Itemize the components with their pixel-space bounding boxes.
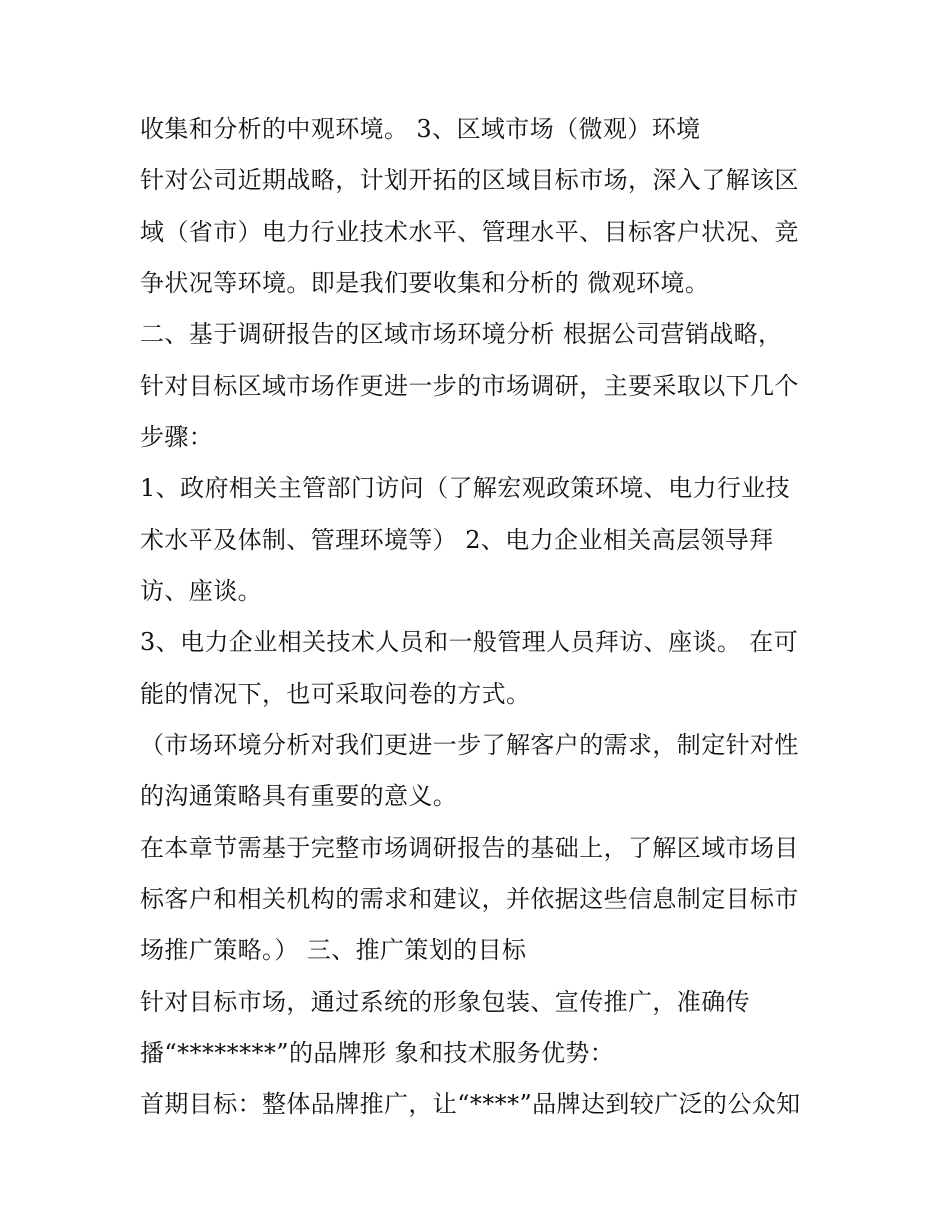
text-line: 的沟通策略具有重要的意义。: [140, 782, 458, 810]
text-line: 针对目标市场，通过系统的形象包装、宣传推广，准确传: [140, 988, 750, 1016]
text-line: 能的情况下，也可采取问卷的方式。: [140, 680, 531, 708]
text-line: 争状况等环境。即是我们要收集和分析的 微观环境。: [140, 269, 710, 297]
text-line: 收集和分析的中观环境。 3、区域市场（微观）环境: [140, 115, 701, 143]
text-line: 针对目标区域市场作更进一步的市场调研，主要采取以下几个: [140, 372, 799, 400]
text-line: 二、基于调研报告的区域市场环境分析 根据公司营销战略，: [140, 320, 783, 348]
text-line: 播“********”的品牌形 象和技术服务优势：: [140, 1039, 615, 1067]
text-line: 1、政府相关主管部门访问（了解宏观政策环境、电力行业技: [140, 474, 791, 502]
text-line: 针对公司近期战略，计划开拓的区域目标市场，深入了解该区: [140, 166, 799, 194]
text-line: 场推广策略。） 三、推广策划的目标: [140, 936, 527, 964]
text-line: 术水平及体制、管理环境等） 2、电力企业相关高层领导拜: [140, 526, 774, 554]
text-line: 步骤：: [140, 423, 214, 451]
text-line: 在本章节需基于完整市场调研报告的基础上，了解区域市场目: [140, 834, 799, 862]
text-line: （市场环境分析对我们更进一步了解客户的需求，制定针对性: [140, 731, 799, 759]
text-line: 访、座谈。: [140, 577, 262, 605]
text-line: 域（省市）电力行业技术水平、管理水平、目标客户状况、竞: [140, 218, 799, 246]
text-line: 标客户和相关机构的需求和建议，并依据这些信息制定目标市: [140, 885, 799, 913]
text-line: 3、电力企业相关技术人员和一般管理人员拜访、座谈。 在可: [140, 628, 799, 656]
text-line: 首期目标：整体品牌推广，让“****”品牌达到较广泛的公众知: [140, 1090, 801, 1118]
